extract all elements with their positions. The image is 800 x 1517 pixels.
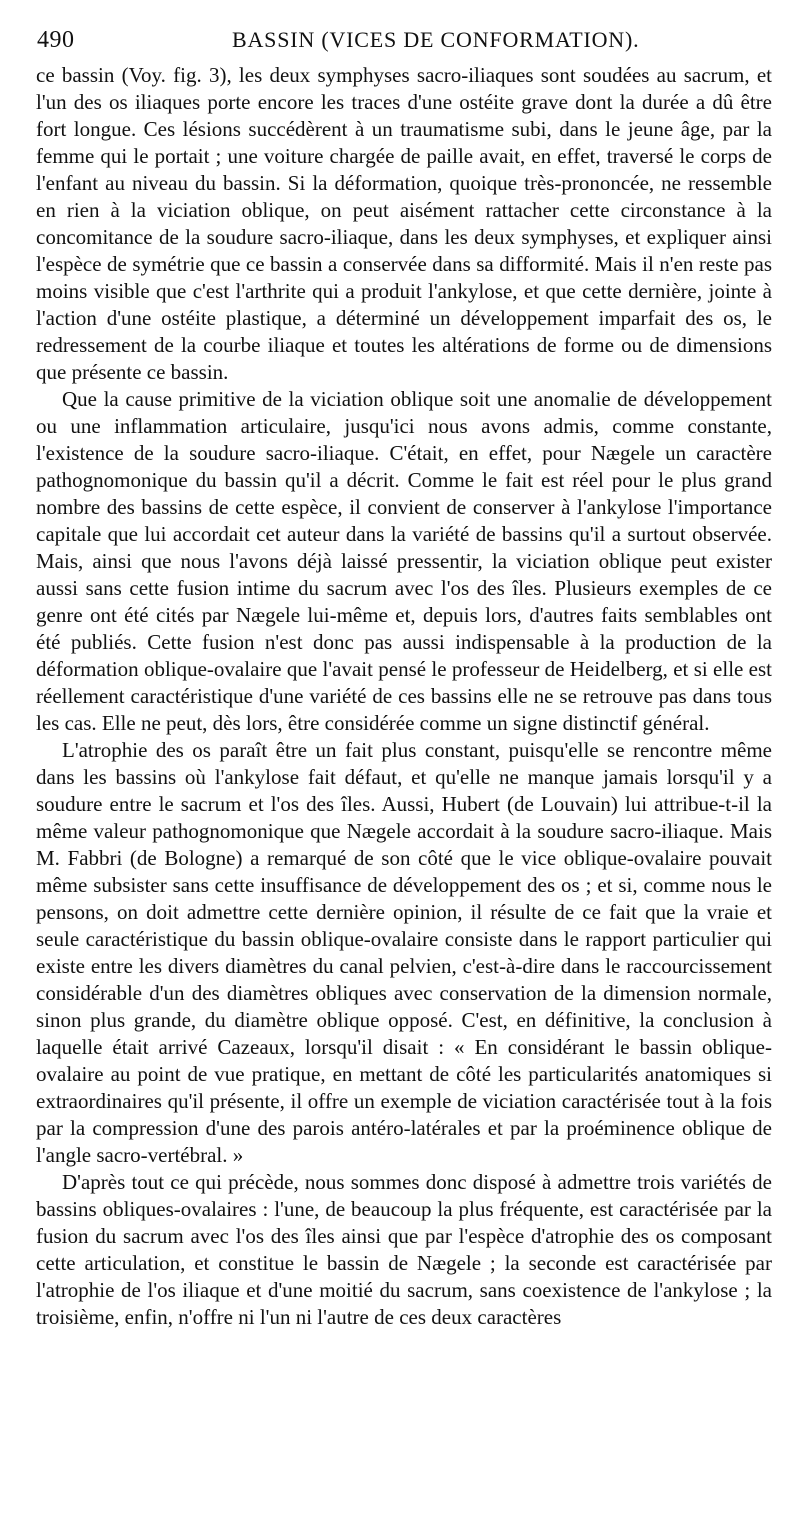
paragraph-oblique-viciation: Que la cause primitive de la viciation oblique soit une anomalie de développement ou une inflammation articulaire, jusqu'ici nous avons admis, comme constante, l'existence de la soudure sacro-iliaque. C'était, en effet, pour Nægele un caractère pathognomonique du bassin qu'il a décrit. Comme le fait est réel pour le plus grand nombre des bassins de cette espèce, il convient de conserver à l'ankylose l'importance capitale que lui accordait cet auteur dans la variété de bassins qu'il a surtout observée. Mais, ainsi que nous l'avons déjà laissé pressentir, la viciation oblique peut exister aussi sans cette fusion intime du sacrum avec l'os des îles. Plusieurs exemples de ce genre ont été cités par Nægele lui-même et, depuis lors, d'autres faits semblables ont été publiés. Cette fusion n'est donc pas aussi indispensable à la production de la déformation oblique-ovalaire que l'avait pensé le professeur de Heidelberg, et si elle est réellement caractéristique d'une variété de ces bassins elle ne se retrouve pas dans tous les cas. Elle ne peut, dès lors, être considérée comme un signe distinctif général.: [36, 387, 772, 735]
running-title: BASSIN (VICES DE CONFORMATION).: [232, 27, 640, 52]
paragraph-bone-atrophy: L'atrophie des os paraît être un fait plus constant, puisqu'elle se rencontre même dans les bassins où l'ankylose fait défaut, et qu'elle ne manque jamais lorsqu'il y a soudure entre le sacrum et l'os des îles. Aussi, Hubert (de Louvain) lui attribue-t-il la même valeur pathognomonique que Nægele accordait à la soudure sacro-iliaque. Mais M. Fabbri (de Bologne) a remarqué de son côté que le vice oblique-ovalaire pouvait même subsister sans cette insuffisance de développement des os ; et si, comme nous le pensons, on doit admettre cette dernière opinion, il résulte de ce fait que la vraie et seule caractéristique du bassin oblique-ovalaire consiste dans le rapport particulier qui existe entre les divers diamètres du canal pelvien, c'est-à-dire dans le raccourcissement considérable d'un des diamètres obliques avec conservation de la dimension normale, sinon plus grande, du diamètre oblique opposé. C'est, en définitive, la conclusion à laquelle était arrivé Cazeaux, lorsqu'il disait : « En considérant le bassin oblique-ovalaire au point de vue pratique, en mettant de côté les particularités anatomiques si extraordinaires qu'il présente, il offre un exemple de viciation caractérisée tout à la fois par la compression d'une des parois antéro-latérales et par la proéminence oblique de l'angle sacro-vertébral. »: [36, 738, 772, 1167]
paragraph-three-varieties: D'après tout ce qui précède, nous sommes donc disposé à admettre trois variétés de bassins obliques-ovalaires : l'une, de beaucoup la plus fréquente, est caractérisée par la fusion du sacrum avec l'os des îles ainsi que par l'espèce d'atrophie des os composant cette articulation, et constitue le bassin de Nægele ; la seconde est caractérisée par l'atrophie de l'os iliaque et d'une moitié du sacrum, sans coexistence de l'ankylose ; la troisième, enfin, n'offre ni l'un ni l'autre de ces deux caractères: [36, 1170, 772, 1329]
body-text: [36, 62, 772, 1331]
page-header: [37, 24, 775, 56]
paragraph-continuation: ce bassin (Voy. fig. 3), les deux symphyses sacro-iliaques sont soudées au sacrum, et l'un des os iliaques porte encore les traces d'une ostéite grave dont la durée a dû être fort longue. Ces lésions succédèrent à un traumatisme subi, dans le jeune âge, par la femme qui le portait ; une voiture chargée de paille avait, en effet, traversé le corps de l'enfant au niveau du bassin. Si la déformation, quoique très-prononcée, ne ressemble en rien à la viciation oblique, on peut aisément rattacher cette circonstance à la concomitance de la soudure sacro-iliaque, dans les deux symphyses, et expliquer ainsi l'espèce de symétrie que ce bassin a conservée dans sa difformité. Mais il n'en reste pas moins visible que c'est l'arthrite qui a produit l'ankylose, et que cette dernière, jointe à l'action d'une ostéite plastique, a déterminé un développement imparfait des os, le redressement de la courbe iliaque et toutes les altérations de forme ou de dimensions que présente ce bassin.: [36, 63, 772, 384]
page-number: 490: [37, 27, 75, 53]
